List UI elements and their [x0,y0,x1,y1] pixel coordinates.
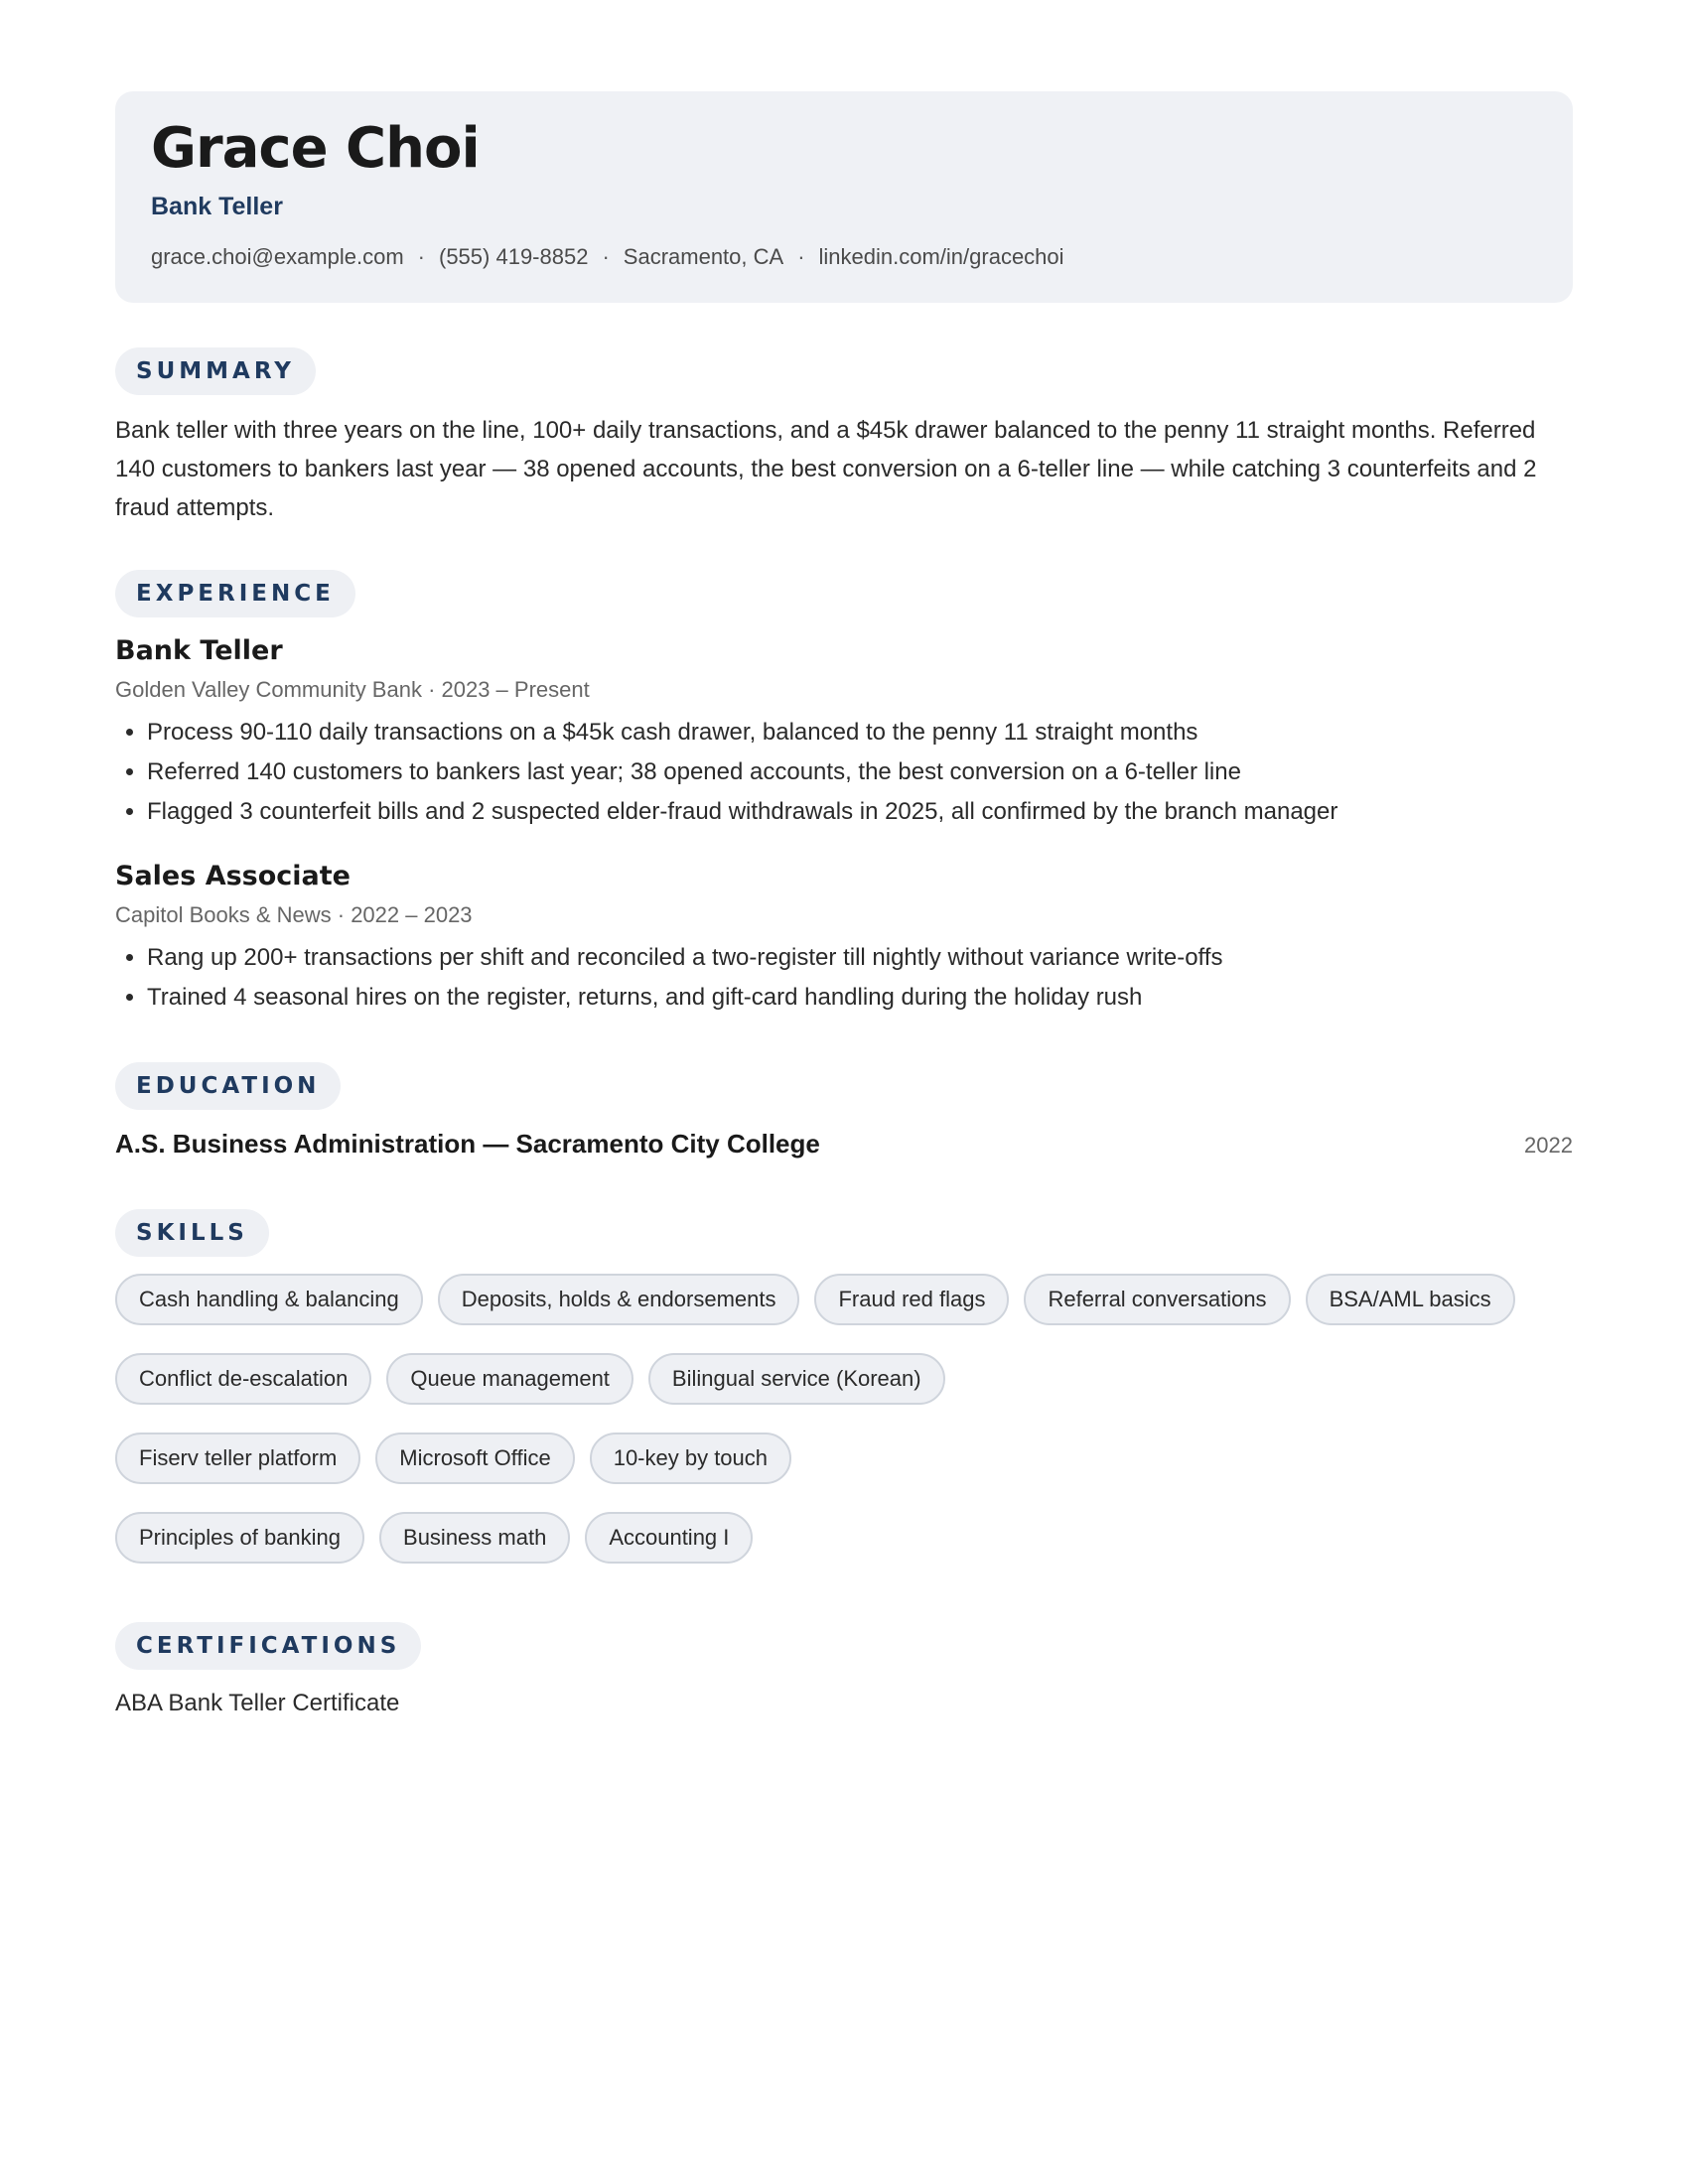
education-entry [115,1126,1573,1161]
contact-location: Sacramento, CA [623,244,784,269]
summary-text: Bank teller with three years on the line, 100+ daily transactions, and a $45k drawer balanced to the penny 11 straight months. Referred 140 customers to bankers last year — 38 opened accounts, the best conversion on a 6-teller line — while catching 3 counterfeits and 2 fraud attempts. [115,417,1537,521]
job-bullet: • Rang up 200+ transactions per shift and reconciled a two-register till nightly without variance write-offs [147,938,1573,978]
contact-separator: · [797,244,805,269]
skill-chip: Bilingual service (Korean) [648,1353,945,1405]
job-bullets [115,938,1573,1018]
candidate-name: Grace Choi [151,116,480,181]
skill-chip: Microsoft Office [375,1433,574,1484]
skill-chip: Cash handling & balancing [115,1274,423,1325]
job-entry [115,859,1573,1018]
skills-list [115,1274,1573,1591]
skill-row [115,1274,1573,1325]
section-heading-experience: EXPERIENCE [115,570,355,617]
job-bullet: • Trained 4 seasonal hires on the register, returns, and gift-card handling during the holiday rush [147,978,1573,1018]
contact-separator: · [417,244,425,269]
section-heading-summary: SUMMARY [115,347,316,395]
job-bullet: • Referred 140 customers to bankers last year; 38 opened accounts, the best conversion on a 6-teller line [147,752,1573,792]
section-heading-skills: SKILLS [115,1209,269,1257]
contact-linkedin[interactable]: linkedin.com/in/gracechoi [818,244,1064,269]
contact-line [151,242,1537,272]
skill-row [115,1353,1573,1405]
contact-separator: · [602,244,610,269]
job-entry [115,633,1573,832]
job-bullet: • Flagged 3 counterfeit bills and 2 suspected elder-fraud withdrawals in 2025, all confirmed by the branch manager [147,792,1573,832]
skill-chip: Fiserv teller platform [115,1433,360,1484]
job-bullet: • Process 90-110 daily transactions on a $45k cash drawer, balanced to the penny 11 straight months [147,713,1573,752]
job-bullets [115,713,1573,832]
skill-row [115,1433,1573,1484]
skill-row [115,1512,1573,1564]
contact-phone[interactable]: (555) 419-8852 [439,244,589,269]
skill-chip: Deposits, holds & endorsements [438,1274,800,1325]
skill-chip: Queue management [386,1353,633,1405]
education-year: 2022 [1524,1133,1573,1158]
candidate-role: Bank Teller [151,193,283,220]
education-degree: A.S. Business Administration — Sacramento City College [115,1129,820,1159]
skill-chip: Principles of banking [115,1512,364,1564]
resume-header [115,91,1573,303]
skill-chip: Accounting I [585,1512,753,1564]
skill-chip: Conflict de-escalation [115,1353,371,1405]
job-meta: Golden Valley Community Bank · 2023 – Present [115,677,590,702]
job-title: Sales Associate [115,861,351,891]
job-meta: Capitol Books & News · 2022 – 2023 [115,902,473,927]
skill-chip: BSA/AML basics [1306,1274,1515,1325]
certification-item: ABA Bank Teller Certificate [115,1690,400,1716]
skill-chip: Referral conversations [1024,1274,1290,1325]
skill-chip: 10-key by touch [590,1433,791,1484]
contact-email[interactable]: grace.choi@example.com [151,244,404,269]
skill-chip: Fraud red flags [814,1274,1009,1325]
job-title: Bank Teller [115,635,283,666]
section-heading-education: EDUCATION [115,1062,341,1110]
section-heading-certifications: CERTIFICATIONS [115,1622,421,1670]
skill-chip: Business math [379,1512,570,1564]
resume-page [115,91,1573,1716]
